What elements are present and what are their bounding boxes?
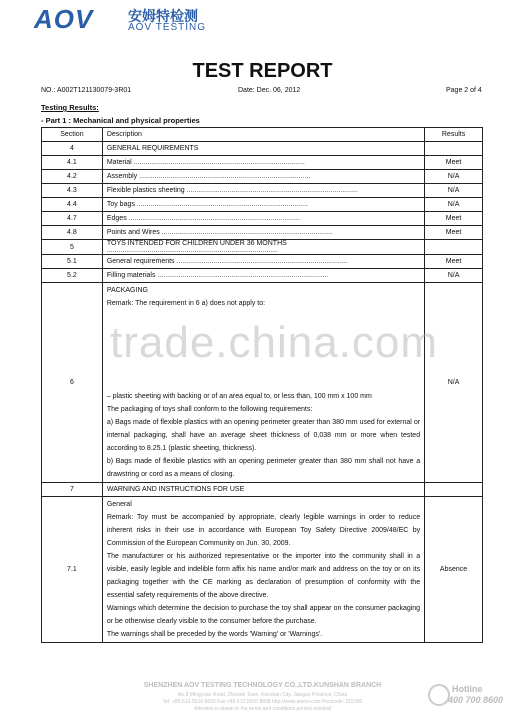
table-row xyxy=(42,198,483,212)
description-text: Filling materials xyxy=(106,272,156,279)
description-text: Material xyxy=(106,159,132,166)
watermark: trade.china.com xyxy=(110,318,439,367)
result-cell: Meet xyxy=(425,226,483,240)
description-cell: GENERAL REQUIREMENTS xyxy=(102,142,424,156)
description-text: TOYS INTENDED FOR CHILDREN UNDER 36 MONTHS xyxy=(106,240,287,247)
section-cell: 4.4 xyxy=(42,198,103,212)
result-cell: N/A xyxy=(425,269,483,283)
table-row xyxy=(42,255,483,269)
result-cell xyxy=(425,142,483,156)
header-description: Description xyxy=(102,128,424,142)
packaging-requirements-intro: The packaging of toys shall conform to the following requirements: xyxy=(106,406,313,413)
section-cell: 5 xyxy=(42,240,103,255)
page-title: TEST REPORT xyxy=(192,60,333,82)
page-number: Page 2 of 4 xyxy=(446,87,482,94)
header-section: Section xyxy=(42,128,103,142)
table-row xyxy=(42,212,483,226)
result-cell xyxy=(425,483,483,497)
result-cell: N/A xyxy=(425,184,483,198)
report-date: Date: Dec. 06, 2012 xyxy=(238,87,301,94)
result-cell: N/A xyxy=(425,198,483,212)
result-cell: Meet xyxy=(425,156,483,170)
section-cell: 7 xyxy=(42,483,103,497)
logo: AOV xyxy=(34,4,94,34)
result-cell xyxy=(425,240,483,255)
result-cell: Meet xyxy=(425,212,483,226)
description-cell xyxy=(102,283,424,483)
table-row xyxy=(42,142,483,156)
table-row xyxy=(42,240,483,255)
description-text: Assembly xyxy=(106,173,138,180)
result-cell: N/A xyxy=(425,170,483,184)
warnings-preceded: The warnings shall be preceded by the words 'Warning' or 'Warnings'. xyxy=(106,631,323,638)
description-text: Points and Wires xyxy=(106,229,160,236)
section-cell: 4.8 xyxy=(42,226,103,240)
section-cell: 4.1 xyxy=(42,156,103,170)
result-cell: Meet xyxy=(425,255,483,269)
table-header-row xyxy=(42,128,483,142)
table-row xyxy=(42,156,483,170)
description-text: Toy bags xyxy=(106,201,135,208)
footer-address: No.8 Mingyuan Road, Zhoushi Town, Kunshan City, Jiangsu Province, China xyxy=(177,692,348,698)
section-cell: 6 xyxy=(42,283,103,483)
testing-results-heading: Testing Results: xyxy=(41,103,99,112)
header xyxy=(34,4,334,38)
footer-note: Attention is drawn to the terms and conditions printed overleaf xyxy=(193,706,332,712)
section-cell: 4.7 xyxy=(42,212,103,226)
section-cell: 7.1 xyxy=(42,497,103,643)
description-cell xyxy=(102,497,424,643)
warnings-manufacturer: The manufacturer or his authorized representative or the importer into the community shall in a visible, easily legible and indelible form affix his name and/or mark and address on the toy or on its packaging together with the CE marking as declaration of presumption of conformity with the essential safety requirements of the above directive. xyxy=(106,553,421,599)
company-name-cn: 安姆特检测 xyxy=(128,8,198,24)
warnings-general: General xyxy=(106,501,132,508)
description-cell xyxy=(102,156,424,170)
section-cell: 4.2 xyxy=(42,170,103,184)
result-cell: Absence xyxy=(425,497,483,643)
description-cell xyxy=(102,198,424,212)
warnings-remark: Remark: Toy must be accompanied by appropriate, clearly legible warnings in order to reduce inherent risks in their use in accordance with European Toy Safety Directive 2009/48/EC by Commission of the European Community on Jun. 30, 2009. xyxy=(106,514,421,547)
description-cell xyxy=(102,226,424,240)
footer-company: SHENZHEN AOV TESTING TECHNOLOGY CO.,LTD.KUNSHAN BRANCH xyxy=(143,682,382,689)
description-cell xyxy=(102,240,424,255)
packaging-title: PACKAGING xyxy=(106,287,148,294)
table-row-warnings xyxy=(42,497,483,643)
hotline-label: Hotline xyxy=(452,684,483,694)
description-cell xyxy=(102,269,424,283)
footer-contact: Tel: +86-512-5510 8600 Fax:+86-512-5510 8608 http://www.aovcn.com Postcode: 215300 xyxy=(162,699,363,705)
packaging-requirement-b: b) Bags made of flexible plastics with an opening perimeter greater than 380 mm shall not have a drawstring or cord as a means of closing. xyxy=(106,458,421,478)
description-cell xyxy=(102,170,424,184)
description-cell xyxy=(102,184,424,198)
table-row xyxy=(42,170,483,184)
warnings-purchase: Warnings which determine the decision to purchase the toy shall appear on the consumer packaging or be otherwise clearly visible to the consumer before the purchase. xyxy=(106,605,421,625)
packaging-exemption: – plastic sheeting with backing or of an area equal to, or less than, 100 mm x 100 mm xyxy=(106,393,372,400)
results-table xyxy=(41,127,483,643)
section-cell: 4.3 xyxy=(42,184,103,198)
table-row xyxy=(42,184,483,198)
result-cell: N/A xyxy=(425,283,483,483)
description-cell xyxy=(102,212,424,226)
table-row xyxy=(42,269,483,283)
description-text: Flexible plastics sheeting xyxy=(106,187,185,194)
section-cell: 5.1 xyxy=(42,255,103,269)
description-cell xyxy=(102,255,424,269)
hotline-number: 400 700 8600 xyxy=(448,695,504,705)
table-row xyxy=(42,483,483,497)
phone-icon xyxy=(428,684,450,706)
header-results: Results xyxy=(425,128,483,142)
company-name-en: AOV TESTING xyxy=(128,22,207,33)
table-row xyxy=(42,226,483,240)
section-cell: 4 xyxy=(42,142,103,156)
description-cell: WARNING AND INSTRUCTIONS FOR USE xyxy=(102,483,424,497)
section-cell: 5.2 xyxy=(42,269,103,283)
packaging-requirement-a: a) Bags made of flexible plastics with an opening perimeter greater than 380 mm used for external or internal packaging, shall have an average sheet thickness of 0,038 mm or more when tested according to 8.25.1 (plastic sheeting, thickness). xyxy=(106,419,421,452)
description-text: General requirements xyxy=(106,258,175,265)
table-row-packaging xyxy=(42,283,483,483)
description-text: Edges xyxy=(106,215,127,222)
part-heading: - Part 1 : Mechanical and physical properties xyxy=(41,116,200,125)
packaging-remark: Remark: The requirement in 6 a) does not apply to: xyxy=(106,300,266,307)
report-number: NO.: A002T121130079-3R01 xyxy=(41,87,132,94)
